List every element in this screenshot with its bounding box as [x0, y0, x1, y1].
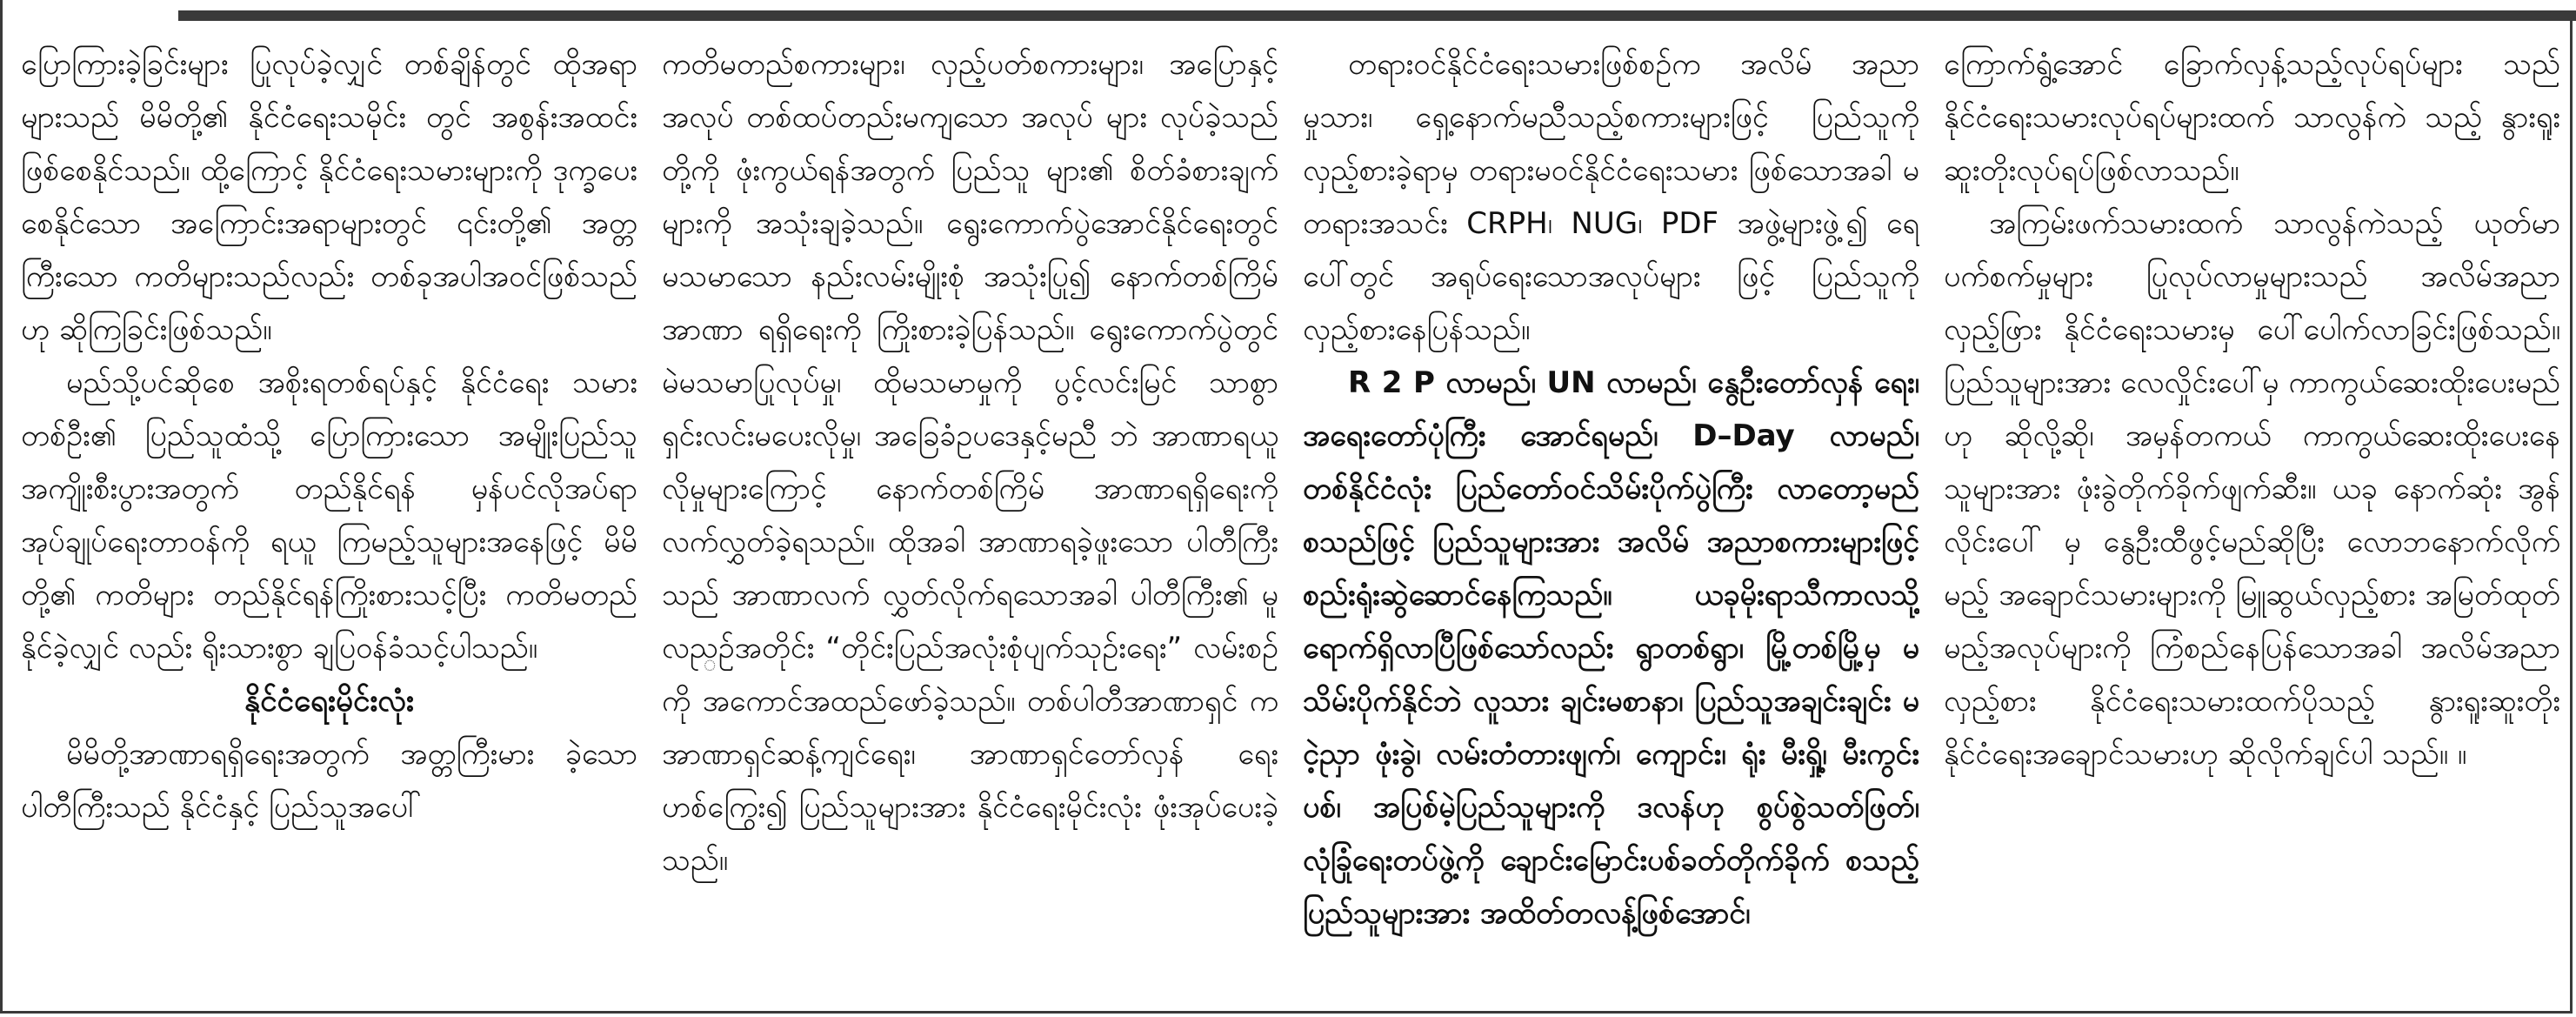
- paragraph: မိမိတို့အာဏာရရှိရေးအတွက် အတ္တကြီးမား ခဲ့သော ပါတီကြီးသည် နိုင်ငံနှင့် ပြည်သူအပေါ်: [21, 737, 637, 825]
- corner-tab: [0, 0, 35, 16]
- column-4: [1944, 38, 2560, 995]
- paragraph: မည်သို့ပင်ဆိုစေ အစိုးရတစ်ရပ်နှင့် နိုင်ငံရေး သမားတစ်ဦး၏ ပြည်သူထံသို့ ပြောကြားသော အမျိုးပြည်သူ အကျိုးစီးပွားအတွက် တည်နိုင်ရန် မှန်ပင်လိုအပ်ရာ အုပ်ချုပ်ရေးတာဝန်ကို ရယူ ကြမည့်သူများအနေဖြင့် မိမိတို့၏ ကတိများ တည်နိုင်ရန်ကြိုးစားသင့်ပြီး ကတိမတည်နိုင်ခဲ့လျှင် လည်း ရိုးသားစွာ ချပြဝန်ခံသင့်ပါသည်။: [21, 365, 637, 666]
- column-1: [21, 38, 637, 995]
- column-2: [662, 38, 1278, 995]
- paragraph: ပြောကြားခဲ့ခြင်းများ ပြုလုပ်ခဲ့လျှင် တစ်ချိန်တွင် ထိုအရာများသည် မိမိတို့၏ နိုင်ငံရေးသမိုင်း တွင် အစွန်းအထင်း ဖြစ်စေနိုင်သည်။ ထို့ကြောင့် နိုင်ငံရေးသမားများကို ဒုက္ခပေးစေနိုင်သော အကြောင်းအရာများတွင် ၎င်းတို့၏ အတ္တကြီးသော ကတိများသည်လည်း တစ်ခုအပါအဝင်ဖြစ်သည်ဟု ဆိုကြခြင်းဖြစ်သည်။: [21, 47, 637, 347]
- paragraph: R 2 P လာမည်၊ UN လာမည်၊ နွေဦးတော်လှန် ရေး၊ အရေးတော်ပုံကြီး အောင်ရမည်၊ D–Day လာမည်၊ တစ်နိုင်ငံလုံး ပြည်တော်ဝင်သိမ်းပိုက်ပွဲကြီး လာတော့မည် စသည်ဖြင့် ပြည်သူများအား အလိမ် အညာစကားများဖြင့် စည်းရုံးဆွဲဆောင်နေကြသည်။ ယခုမိုးရာသီကာလသို့ရောက်ရှိလာပြီဖြစ်သော်လည်း ရွာတစ်ရွာ၊ မြို့တစ်မြို့မှ မသိမ်းပိုက်နိုင်ဘဲ လူသား ချင်းမစာနာ၊ ပြည်သူအချင်းချင်း မငဲ့ညှာ ဖုံးခွဲ၊ လမ်းတံတားဖျက်၊ ကျောင်း၊ ရုံး မီးရှို့၊ မီးကွင်းပစ်၊ အပြစ်မဲ့ပြည်သူများကို ဒလန်ဟု စွပ်စွဲသတ်ဖြတ်၊ လုံခြုံရေးတပ်ဖွဲ့ကို ချောင်းမြောင်းပစ်ခတ်တိုက်ခိုက် စသည့် ပြည်သူများအား အထိတ်တလန့်ဖြစ်အောင်၊: [1303, 365, 1919, 931]
- paragraph: ကြောက်ရွံ့အောင် ခြောက်လှန့်သည့်လုပ်ရပ်များ သည် နိုင်ငံရေးသမားလုပ်ရပ်များထက် သာလွန်ကဲ သည့် နွားရူးဆူးတိုးလုပ်ရပ်ဖြစ်လာသည်။: [1944, 47, 2560, 188]
- paragraph: တရားဝင်နိုင်ငံရေးသမားဖြစ်စဉ်က အလိမ် အညာမှုသား၊ ရှေ့နောက်မညီသည့်စကားများဖြင့် ပြည်သူကို လှည့်စားခဲ့ရာမှ တရားမဝင်နိုင်ငံရေးသမား ဖြစ်သောအခါ မတရားအသင်း CRPH၊ NUG၊ PDF အဖွဲ့များဖွဲ့၍ ရေပေါ်တွင် အရုပ်ရေးသောအလုပ်များ ဖြင့် ပြည်သူကို လှည့်စားနေပြန်သည်။: [1303, 47, 1919, 347]
- paragraph: အကြမ်းဖက်သမားထက် သာလွန်ကဲသည့် ယုတ်မာပက်စက်မှုများ ပြုလုပ်လာမှုများသည် အလိမ်အညာလှည့်ဖြား နိုင်ငံရေးသမားမှ ပေါ်ပေါက်လာခြင်းဖြစ်သည်။ ပြည်သူများအား လေလှိုင်းပေါ်မှ ကာကွယ်ဆေးထိုးပေးမည်ဟု ဆိုလို့ဆို၊ အမှန်တကယ် ကာကွယ်ဆေးထိုးပေးနေ သူများအား ဖုံးခွဲတိုက်ခိုက်ဖျက်ဆီး။ ယခု နောက်ဆုံး အွန်လိုင်းပေါ် မှ နွေဦးထီဖွင့်မည်ဆိုပြီး လောဘနောက်လိုက်မည့် အချောင်သမားများကို မြူဆွယ်လှည့်စား အမြတ်ထုတ်မည့်အလုပ်များကို ကြံစည်နေပြန်သောအခါ အလိမ်အညာလှည့်စား နိုင်ငံရေးသမားထက်ပိုသည့် နွားရူးဆူးတိုး နိုင်ငံရေးအချောင်သမားဟု ဆိုလိုက်ချင်ပါ သည်။ ။: [1944, 206, 2560, 772]
- column-3: [1303, 38, 1919, 995]
- paragraph: ကတိမတည်စကားများ၊ လှည့်ပတ်စကားများ၊ အပြောနှင့်အလုပ် တစ်ထပ်တည်းမကျသော အလုပ် များ လုပ်ခဲ့သည်တို့ကို ဖုံးကွယ်ရန်အတွက် ပြည်သူ များ၏ စိတ်ခံစားချက်များကို အသုံးချခဲ့သည်။ ရွေးကောက်ပွဲအောင်နိုင်ရေးတွင် မသမာသော နည်းလမ်းမျိုးစုံ အသုံးပြု၍ နောက်တစ်ကြိမ် အာဏာ ရရှိရေးကို ကြိုးစားခဲ့ပြန်သည်။ ရွေးကောက်ပွဲတွင် မဲမသမာပြုလုပ်မှု၊ ထိုမသမာမှုကို ပွင့်လင်းမြင် သာစွာ ရှင်းလင်းမပေးလိုမှု၊ အခြေခံဥပဒေနှင့်မညီ ဘဲ အာဏာရယူလိုမှုများကြောင့် နောက်တစ်ကြိမ် အာဏာရရှိရေးကို လက်လွှတ်ခဲ့ရသည်။ ထိုအခါ အာဏာရခဲ့ဖူးသော ပါတီကြီးသည် အာဏာလက် လွှတ်လိုက်ရသောအခါ ပါတီကြီး၏ မူလည္ဉ်အတိုင်း “တိုင်းပြည်အလုံးစုံပျက်သုဉ်းရေး” လမ်းစဉ်ကို အကောင်အထည်ဖော်ခဲ့သည်။ တစ်ပါတီအာဏာရှင် က အာဏာရှင်ဆန့်ကျင်ရေး၊ အာဏာရှင်တော်လှန် ရေး ဟစ်ကြွေး၍ ပြည်သူများအား နိုင်ငံရေးမိုင်းလုံး ဖုံးအုပ်ပေးခဲ့သည်။: [662, 47, 1278, 878]
- article-columns: [21, 38, 2560, 995]
- section-heading: နိုင်ငံရေးမိုင်းလုံး: [244, 684, 414, 719]
